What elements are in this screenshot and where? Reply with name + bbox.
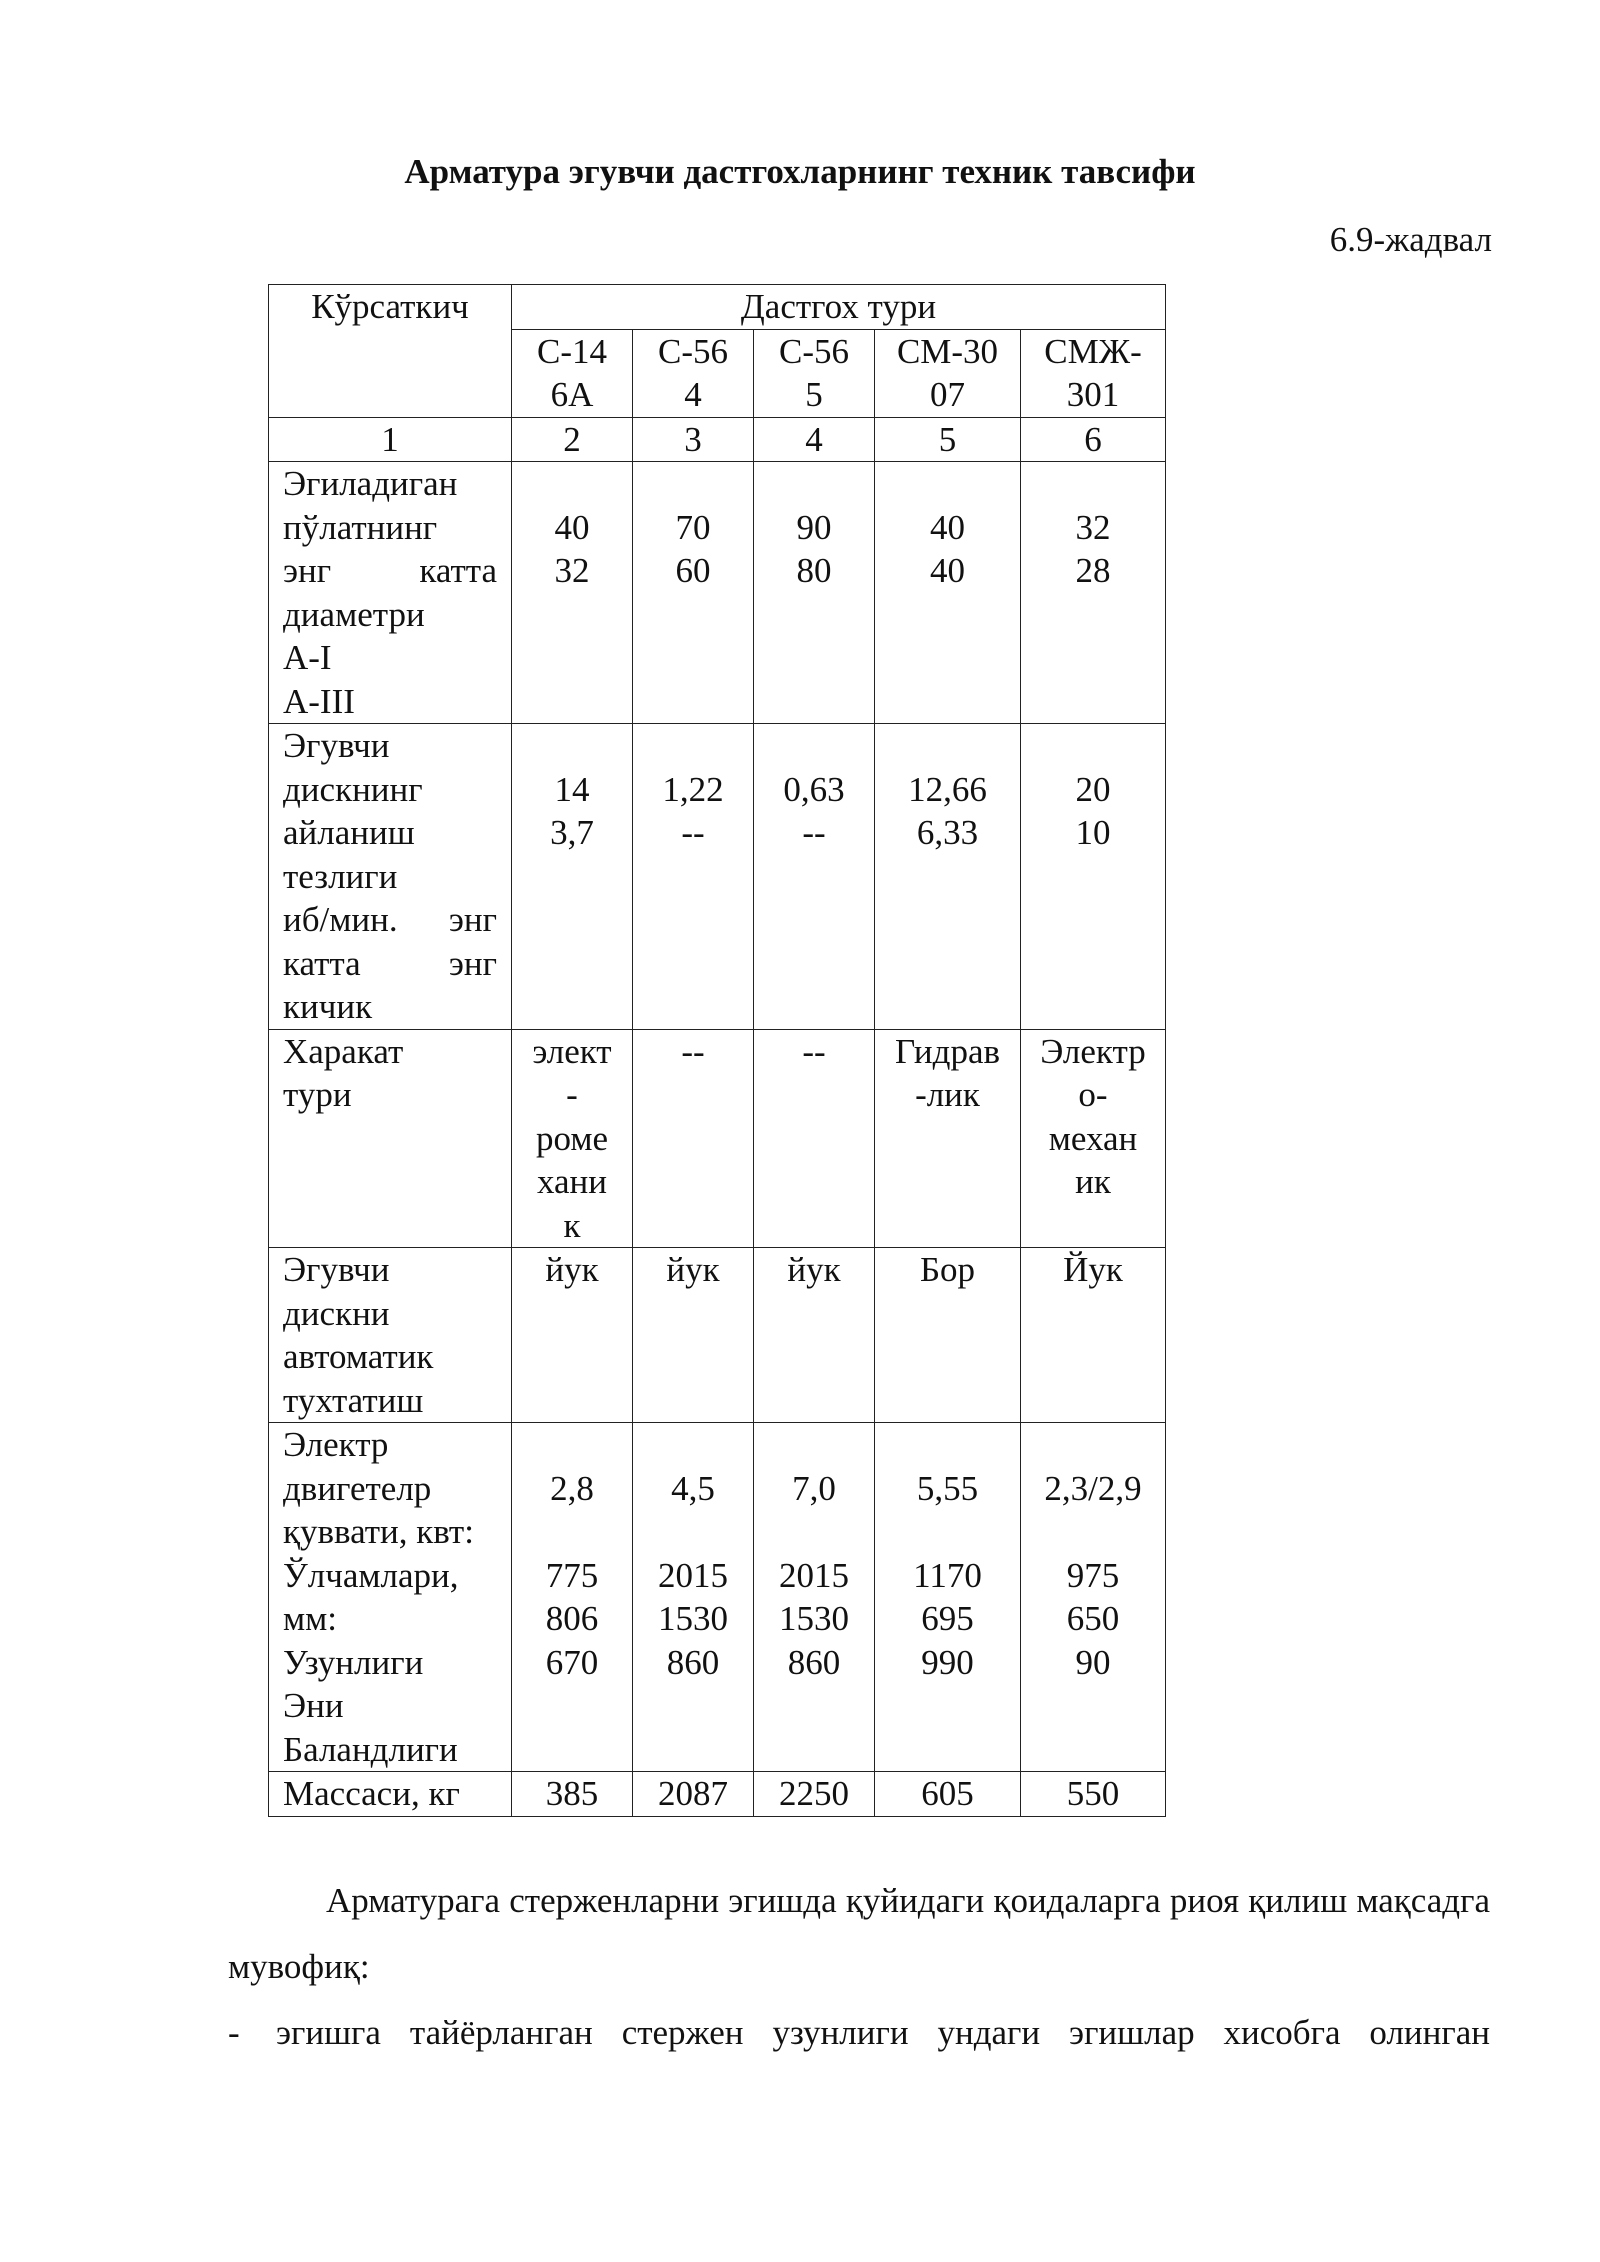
cell-value: 2,3/2,9 975 650 90 xyxy=(1021,1423,1166,1772)
row-label: Харакат тури xyxy=(269,1029,512,1248)
column-number: 1 xyxy=(269,417,512,462)
column-number: 2 xyxy=(512,417,633,462)
header-indicator: Кўрсаткич xyxy=(269,285,512,418)
cell-value: 70 60 xyxy=(633,462,754,724)
cell-value: 2250 xyxy=(754,1772,875,1817)
cell-value: 14 3,7 xyxy=(512,724,633,1030)
cell-value: 40 40 xyxy=(875,462,1021,724)
cell-value: йук xyxy=(512,1248,633,1423)
machine-name: С-56 4 xyxy=(633,329,754,417)
column-number: 3 xyxy=(633,417,754,462)
cell-value: -- xyxy=(754,1029,875,1248)
machine-name: СМЖ- 301 xyxy=(1021,329,1166,417)
row-diameter xyxy=(269,462,1166,724)
cell-value: Йук xyxy=(1021,1248,1166,1423)
cell-value: 2087 xyxy=(633,1772,754,1817)
table-header-row xyxy=(269,285,1166,330)
machine-name: С-14 6А xyxy=(512,329,633,417)
cell-value: Электр о- механ ик xyxy=(1021,1029,1166,1248)
cell-value: 5,55 1170 695 990 xyxy=(875,1423,1021,1772)
cell-value: 605 xyxy=(875,1772,1021,1817)
cell-value: 550 xyxy=(1021,1772,1166,1817)
cell-value: 7,0 2015 1530 860 xyxy=(754,1423,875,1772)
cell-value: 90 80 xyxy=(754,462,875,724)
header-group: Дастгох тури xyxy=(512,285,1166,330)
specs-table xyxy=(268,284,1166,1817)
row-label: Электр двигетелр қуввати, квт: Ўлчамлари, мм: Узунлиги Эни Баландлиги xyxy=(269,1423,512,1772)
row-label: Эгувчи дискнинг айланиш тезлиги иб/мин. энг катта энг кичик xyxy=(269,724,512,1030)
cell-value: йук xyxy=(633,1248,754,1423)
column-number: 5 xyxy=(875,417,1021,462)
cell-value: 385 xyxy=(512,1772,633,1817)
machine-name: СМ-30 07 xyxy=(875,329,1021,417)
cell-value: йук xyxy=(754,1248,875,1423)
row-label: Массаси, кг xyxy=(269,1772,512,1817)
cell-value: 20 10 xyxy=(1021,724,1166,1030)
row-speed xyxy=(269,724,1166,1030)
cell-value: Бор xyxy=(875,1248,1021,1423)
document-title: Арматура эгувчи дастгохларнинг техник тавсифи xyxy=(404,152,1196,191)
cell-value: Гидрав -лик xyxy=(875,1029,1021,1248)
cell-value: 40 32 xyxy=(512,462,633,724)
column-numbers-row xyxy=(269,417,1166,462)
table-number: 6.9-жадвал xyxy=(1329,220,1492,259)
column-number: 6 xyxy=(1021,417,1166,462)
bullet-marker: - xyxy=(228,2013,240,2052)
cell-value: 2,8 775 806 670 xyxy=(512,1423,633,1772)
body-paragraph: Арматурага стерженларни эгишда қуйидаги қоидаларга риоя қилиш мақсадга мувофиқ: xyxy=(228,1881,1490,1986)
cell-value: 0,63 -- xyxy=(754,724,875,1030)
machine-name: С-56 5 xyxy=(754,329,875,417)
row-auto-stop xyxy=(269,1248,1166,1423)
cell-value: 32 28 xyxy=(1021,462,1166,724)
cell-value: -- xyxy=(633,1029,754,1248)
row-power-dimensions xyxy=(269,1423,1166,1772)
bullet-item: эгишга тайёрланган стержен узунлиги ундаги эгишлар хисобга олинган xyxy=(276,2013,1490,2052)
cell-value: 12,66 6,33 xyxy=(875,724,1021,1030)
cell-value: 1,22 -- xyxy=(633,724,754,1030)
row-mass xyxy=(269,1772,1166,1817)
cell-value: элект - роме хани к xyxy=(512,1029,633,1248)
row-drive xyxy=(269,1029,1166,1248)
row-label: Эгувчи дискни автоматик тухтатиш xyxy=(269,1248,512,1423)
row-label: Эгиладиган пўлатнинг энг катта диаметри А-I А-III xyxy=(269,462,512,724)
cell-value: 4,5 2015 1530 860 xyxy=(633,1423,754,1772)
column-number: 4 xyxy=(754,417,875,462)
